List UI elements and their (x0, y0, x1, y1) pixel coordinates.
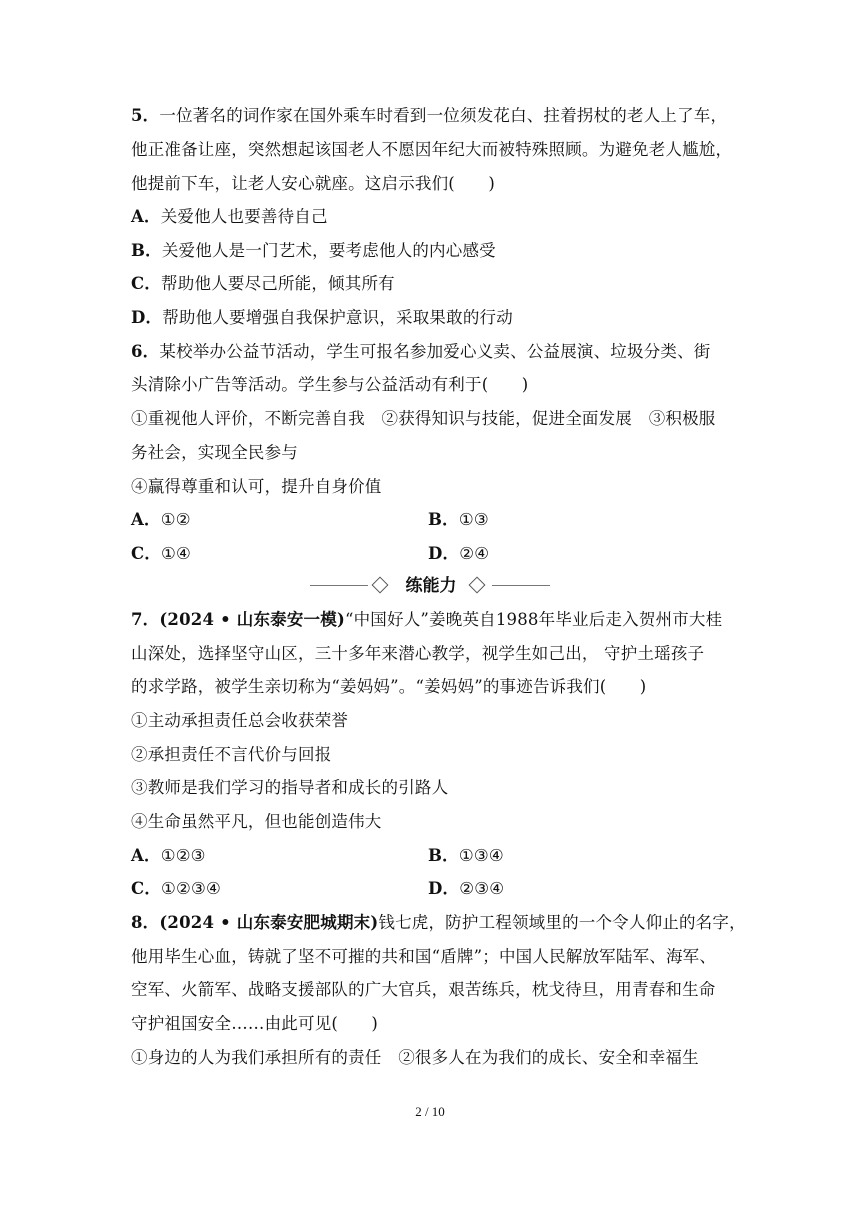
q7-option-a: A．①②③ (131, 846, 206, 865)
q5-option-d: D．帮助他人要增强自我保护意识，采取果敢的行动 (131, 308, 513, 327)
q7-stem-line-2: 山深处，选择坚守山区，三十多年来潜心教学，视学生如己出， 守护土瑶孩子 (131, 644, 705, 663)
q6-option-a: A．①② (131, 510, 191, 529)
divider-left (310, 585, 368, 586)
q7-number: 7． (131, 610, 160, 629)
q7-statement-3: ③教师是我们学习的指导者和成长的引路人 (131, 778, 449, 797)
q5-option-c: C．帮助他人要尽己所能，倾其所有 (131, 274, 395, 293)
q5-number: 5． (131, 106, 160, 125)
q7-source: (2024 • 山东泰安一模) (159, 610, 345, 629)
q6-statement-line-3: ④赢得尊重和认可，提升自身价值 (131, 477, 382, 496)
q5-option-a: A．关爱他人也要善待自己 (131, 207, 328, 226)
q7-option-c: C．①②③④ (131, 879, 222, 898)
q8-source: (2024 • 山东泰安肥城期末) (159, 913, 379, 932)
q6-stem-line-2: 头清除小广告等活动。学生参与公益活动有利于( ) (131, 375, 529, 394)
q7-statement-2: ②承担责任不言代价与回报 (131, 745, 332, 764)
q6-option-b: B．①③ (428, 510, 489, 529)
q6-statement-line-1: ①重视他人评价，不断完善自我 ②获得知识与技能，促进全面发展 ③积极服 (131, 409, 716, 428)
q6-option-c: C．①④ (131, 544, 192, 563)
q5-stem-line-3: 他提前下车，让老人安心就座。这启示我们( ) (131, 174, 495, 193)
diamond-icon-left (372, 577, 389, 594)
q6-number: 6． (131, 342, 160, 361)
q8-number: 8． (131, 913, 160, 932)
page-number: 2 / 10 (415, 1104, 445, 1119)
q5-stem-line-1: 5．一位著名的词作家在国外乘车时看到一位须发花白、拄着拐杖的老人上了车， (131, 106, 728, 125)
section-title: 练能力 (405, 576, 457, 596)
q5-stem-line-2: 他正准备让座，突然想起该国老人不愿因年纪大而被特殊照顾。为避免老人尴尬， (131, 140, 733, 159)
q6-option-d: D．②④ (428, 544, 490, 563)
q5-option-b: B．关爱他人是一门艺术，要考虑他人的内心感受 (131, 241, 496, 260)
q7-options-row-1 (131, 844, 741, 868)
q8-stem-line-1: 8．(2024 • 山东泰安肥城期末)钱七虎，防护工程领域里的一个令人仰止的名字， (131, 913, 746, 932)
q8-statement-line-1: ①身边的人为我们承担所有的责任 ②很多人在为我们的成长、安全和幸福生 (131, 1048, 699, 1067)
q8-stem-line-4: 守护祖国安全……由此可见( ) (131, 1014, 379, 1033)
diamond-icon-right (469, 577, 486, 594)
section-header (310, 574, 550, 598)
q7-stem-line-1: 7．(2024 • 山东泰安一模)“中国好人”姜晚英自1988年毕业后走入贺州市大桂 (131, 610, 723, 629)
q7-option-d: D．②③④ (428, 879, 505, 898)
q6-options-row-1 (131, 508, 741, 532)
q7-statement-4: ④生命虽然平凡，但也能创造伟大 (131, 812, 382, 831)
q7-options-row-2 (131, 877, 741, 901)
q6-stem-line-1: 6．某校举办公益节活动，学生可报名参加爱心义卖、公益展演、垃圾分类、街 (131, 342, 711, 361)
q7-stem-line-3: 的求学路，被学生亲切称为“姜妈妈”。“姜妈妈”的事迹告诉我们( ) (131, 677, 647, 696)
q7-statement-1: ①主动承担责任总会收获荣誉 (131, 711, 349, 730)
q6-options-row-2 (131, 542, 741, 566)
q7-option-b: B．①③④ (428, 846, 504, 865)
q8-stem-line-2: 他用毕生心血，铸就了坚不可摧的共和国“盾牌”；中国人民解放军陆军、海军、 (131, 947, 717, 966)
divider-right (492, 585, 550, 586)
q6-statement-line-2: 务社会，实现全民参与 (131, 443, 298, 462)
q8-stem-line-3: 空军、火箭军、战略支援部队的广大官兵，艰苦练兵，枕戈待旦，用青春和生命 (131, 980, 716, 999)
